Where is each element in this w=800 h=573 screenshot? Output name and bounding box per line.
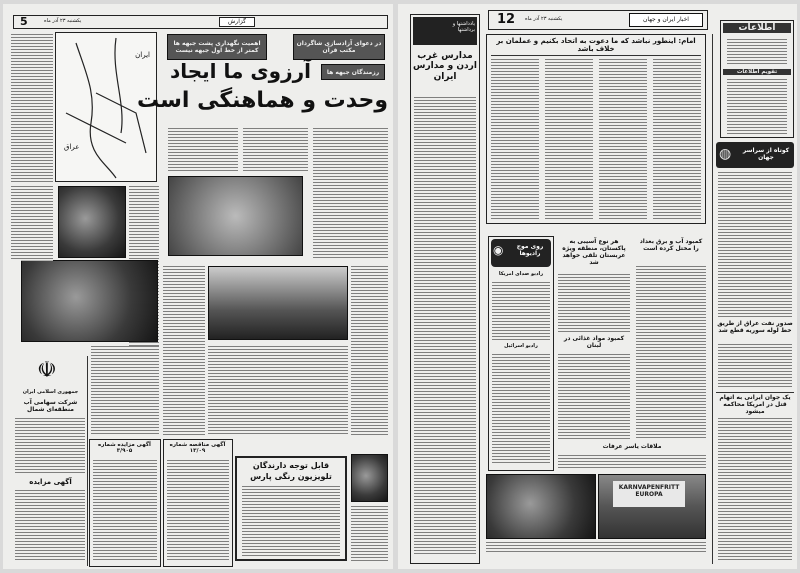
calendar-label: تقویم اطلاعات [723,69,791,75]
article-text [163,266,205,436]
tender-number: آگهی مناقصه شماره ۱۳/۰۹ [169,442,226,455]
world-box [716,142,794,168]
map-label-iran: ایران [135,51,150,59]
article-text [718,172,792,317]
headline-line2: وحدت و هماهنگی است [136,88,388,113]
article-text [558,274,630,332]
radio-icon: ◉ [493,243,504,257]
page-date: یکشنبه ۲۳ آذر ماه [44,18,82,24]
headline-line1: آرزوی ما ایجاد [169,59,311,83]
article-text [11,186,53,261]
article-text [545,59,593,220]
top-box-left: اهمیت نگهداری پشت جبهه ها کمتر از خط اول جبهه نیست [167,34,267,60]
photo-group [21,260,158,342]
article-text [492,282,550,340]
auction-title: آگهی مزایده [29,478,72,486]
photo-tank [208,266,348,340]
article-text [491,59,539,220]
column-label: یادداشتها و برداشتها [452,21,475,33]
side-headline1: صدور نفت عراق از طریق خط لوله سوریه قطع شد [717,320,793,334]
map-label-iraq: عراق [64,143,80,151]
radio-box [488,236,554,471]
photo-meeting [486,474,596,539]
company-name: شرکت سهامی آب منطقه‌ای شمال [23,399,78,413]
page-number: 12 [497,12,516,27]
story1-headline: کمبود آب و برق بغداد را مختل کرده است [639,238,703,252]
left-page-header-bar [13,15,388,29]
article-text [718,344,792,387]
masthead-info [727,39,787,65]
ad-text [93,460,157,562]
page-date: یکشنبه ۲۳ آذر ماه [525,16,563,22]
photo-field [168,176,303,256]
column-divider [712,34,713,564]
globe-icon: ◍ [719,147,732,161]
article-text [492,354,550,465]
company-ad [13,356,88,566]
article-text [11,34,53,184]
story2-headline: هر نوع آسیبی به پاکستان، منطقه ویژه عربستان تلقی خواهد شد [562,238,626,266]
left-page [3,4,393,569]
radio-box-title: روی موج رادیوها [516,243,544,257]
radio-sub1: رادیو صدای امریکا [498,271,544,277]
article-text [91,346,159,436]
story4-headline: ملاقات یاسر عرفات [602,443,662,450]
ad-text [242,486,340,556]
photo-protest [598,474,706,539]
kicker: رزمندگان جبهه ها [321,64,385,80]
emblem-icon: ☫ [37,358,57,383]
article-text [558,354,630,440]
article-text [351,506,388,561]
section-label: گزارش [219,17,255,27]
page-number: 5 [20,15,28,28]
section-label: اخبار ایران و جهان [629,13,703,27]
main-article [486,34,706,224]
radio-sub2: رادیو اسرائیل [504,343,538,349]
article-text [599,59,647,220]
masthead-title: اطلاعات [723,23,791,33]
side-headline2: یک جوان ایرانی به اتهام قتل در امریکا محاکمه میشود [716,392,794,416]
article-text [313,128,388,258]
ad-text [15,418,85,474]
ad-text [15,490,85,560]
article-text [208,346,348,436]
tv-notice-line2: تلویزیون رنگی پارس [250,472,332,481]
photo-caption [486,542,706,552]
story3-headline: کمبود مواد غذائی در لبنان [563,335,625,349]
article-text [414,97,476,555]
tv-notice-ad [235,456,347,561]
protest-banner: KARNVAPENFRITT EUROPA [613,481,685,507]
top-box-right: در دعوای آزادسازی شاگردان مکتب قرآن [293,34,385,60]
tender-ad [163,439,233,567]
article-text [558,455,706,470]
article-text [718,418,792,561]
calendar-text [727,79,787,135]
article-text [653,59,701,220]
schools-headline: مدارس غرب اردن و مدارس ایران [413,51,477,82]
photo-boy [58,186,126,258]
main-headline: امام: اینطور نباشد که ما دعوت به اتحاد بکنیم و عملمان بر خلاف باشد [491,37,701,56]
article-text [636,266,706,440]
right-page-header-bar [488,10,708,30]
notes-column [410,14,480,564]
logo-caption: جمهوری اسلامی ایران [22,389,79,395]
auction-number: آگهی مزایده شماره ۳/۹۰۵ [98,442,151,455]
masthead [720,20,794,138]
world-box-title: کوتاه از سراسر جهان [742,147,790,161]
right-page [398,4,797,569]
photo-portrait [351,454,388,502]
auction-ad [89,439,161,567]
tv-notice-line1: قابل توجه دارندگان [252,461,330,470]
ad-text [167,460,229,562]
article-text [351,266,388,436]
article-text [168,128,238,172]
article-text [243,128,308,172]
